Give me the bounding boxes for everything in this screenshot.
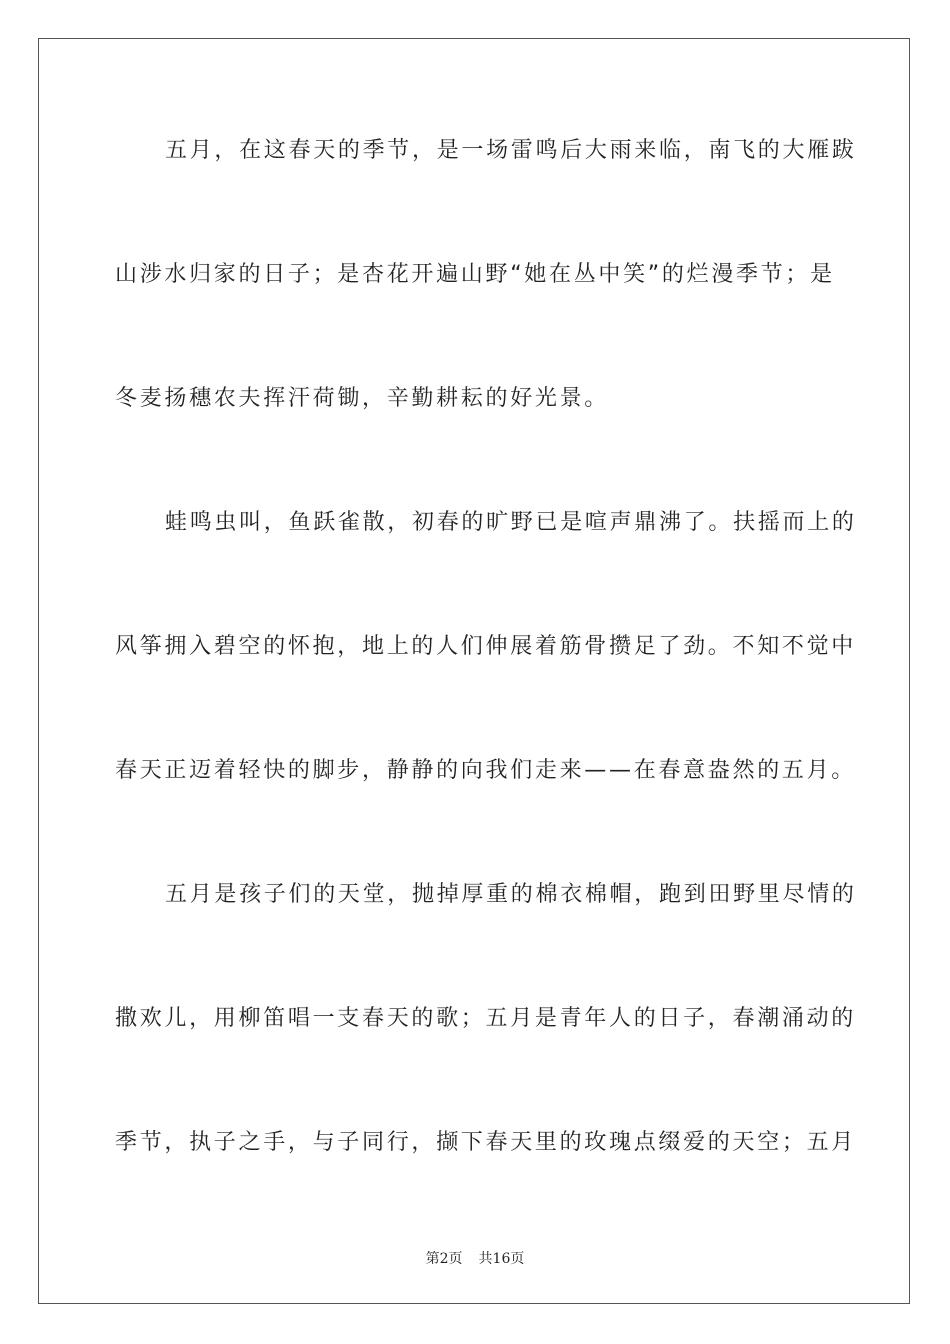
paragraph-3-line-3: 季节，执子之手，与子同行，撷下春天里的玫瑰点缀爱的天空；五月 xyxy=(115,1130,857,1155)
paragraph-1-line-2: 山涉水归家的日子；是杏花开遍山野“她在丛中笑”的烂漫季节；是 xyxy=(115,262,835,287)
paragraph-2-line-2: 风筝拥入碧空的怀抱，地上的人们伸展着筋骨攒足了劲。不知不觉中 xyxy=(115,634,857,659)
page-footer xyxy=(0,1248,950,1268)
page-number: 第2页 xyxy=(425,1251,463,1267)
page-border xyxy=(38,38,910,1304)
paragraph-1-line-1: 五月，在这春天的季节，是一场雷鸣后大雨来临，南飞的大雁跋 xyxy=(165,138,857,163)
paragraph-2-line-1: 蛙鸣虫叫，鱼跃雀散，初春的旷野已是喧声鼎沸了。扶摇而上的 xyxy=(165,510,857,535)
page-total: 共16页 xyxy=(478,1251,525,1267)
paragraph-1-line-3: 冬麦扬穗农夫挥汗荷锄，辛勤耕耘的好光景。 xyxy=(115,386,610,411)
paragraph-2-line-3: 春天正迈着轻快的脚步，静静的向我们走来——在春意盎然的五月。 xyxy=(115,758,857,783)
paragraph-3-line-2: 撒欢儿，用柳笛唱一支春天的歌；五月是青年人的日子，春潮涌动的 xyxy=(115,1006,857,1031)
paragraph-3-line-1: 五月是孩子们的天堂，抛掉厚重的棉衣棉帽，跑到田野里尽情的 xyxy=(165,882,857,907)
